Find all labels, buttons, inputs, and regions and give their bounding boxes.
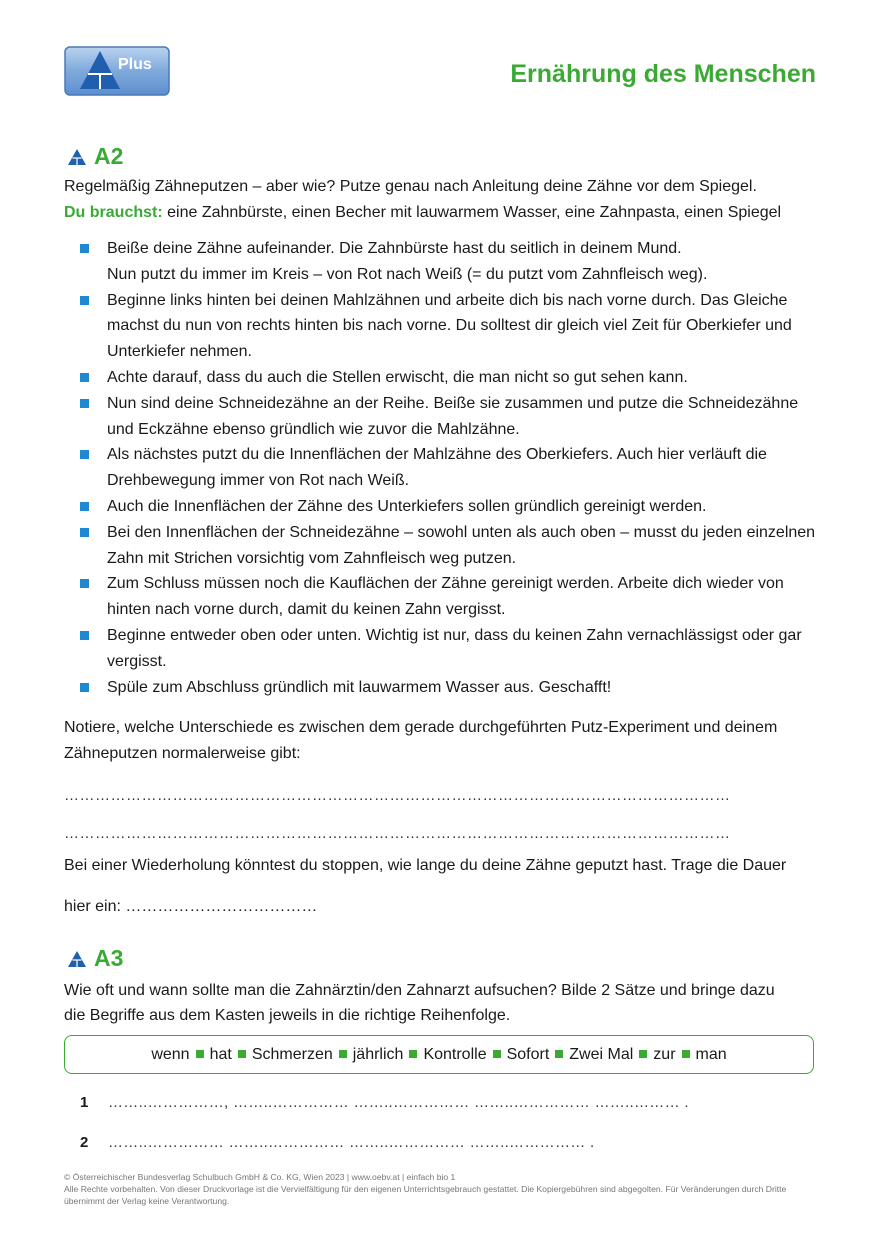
square-separator-icon [682,1050,690,1058]
list-item: Als nächstes putzt du die Innenflächen der Mahlzähne des Oberkiefers. Auch hier verläuft die Drehbewegung immer von Rot nach Weiß. [78,442,818,494]
a2-materials [64,200,781,226]
word-item: Zwei Mal [569,1045,634,1063]
word-item: zur [653,1045,676,1063]
footer-copyright: © Österreichischer Bundesverlag Schulbuch GmbH & Co. KG, Wien 2023 | www.oebv.at | einfach bio 1 [64,1172,456,1182]
square-separator-icon [409,1050,417,1058]
list-item: Bei den Innenflächen der Schneidezähne – sowohl unten als auch oben – musst du jeden einzelnen Zahn mit Strichen vorsichtig vom Zahnfleisch weg putzen. [78,520,818,572]
square-separator-icon [493,1050,501,1058]
list-item: Nun sind deine Schneidezähne an der Reihe. Beiße sie zusammen und putze die Schneidezähne und Eckzähne ebenso gründlich wie zuvor die Mahlzähne. [78,391,818,443]
answer-row-2[interactable] [80,1134,594,1151]
square-separator-icon [639,1050,647,1058]
word-item: jährlich [352,1045,404,1063]
list-item: Beiße deine Zähne aufeinander. Die Zahnbürste hast du seitlich in deinem Mund. Nun putzt du immer im Kreis – von Rot nach Weiß (= du putzt vom Zahnfleisch weg). [78,236,818,288]
duration-field[interactable]: hier ein: ……………………………… [64,898,318,915]
triangle-icon [68,951,86,967]
list-item: Beginne links hinten bei deinen Mahlzähnen und arbeite dich bis nach vorne durch. Das Gleiche machst du nun von rechts hinten bis nach vorne. Du solltest dir gleich viel Zeit für Oberkiefer und Unterkiefer nehmen. [78,288,818,365]
answer-dotted-line-1[interactable]: ………………………………………………………………………………………………………………… [64,787,731,804]
triangle-icon [68,149,86,165]
answer-number: 1 [80,1094,89,1111]
note-question-line2: Zähneputzen normalerweise gibt: [64,745,301,762]
list-item: Spüle zum Abschluss gründlich mit lauwarmem Wasser aus. Geschafft! [78,675,818,701]
answer-dotted-line-2[interactable]: ………………………………………………………………………………………………………………… [64,825,731,842]
answer-line[interactable]: ……..……………, ……..…………… ……..…………… ……..…………… ……..……… . [108,1094,689,1111]
section-a2-heading [68,143,123,170]
plus-logo [64,46,170,96]
word-item: wenn [151,1045,190,1063]
footer-rights: Alle Rechte vorbehalten. Von dieser Druckvorlage ist die Vervielfältigung für den eigenen Unterrichtsgebrauch gestattet. Die Kopiergebühren sind abgegolten. Für Veränderungen durch Dritte übernimmt der Verlag keine Verantwortung. [64,1184,787,1206]
square-separator-icon [555,1050,563,1058]
steps-list [78,236,818,700]
note-question-line1: Notiere, welche Unterschiede es zwischen dem gerade durchgeführten Putz-Experiment und deinem [64,719,778,736]
word-item: Kontrolle [423,1045,487,1063]
materials-text: eine Zahnbürste, einen Becher mit lauwarmem Wasser, eine Zahnpasta, einen Spiegel [162,204,782,221]
section-a2-label: A2 [94,143,124,169]
repeat-instruction: Bei einer Wiederholung könntest du stoppen, wie lange du deine Zähne geputzt hast. Trage die Dauer [64,857,787,874]
page-title: Ernährung des Menschen [510,60,816,88]
square-separator-icon [196,1050,204,1058]
answer-number: 2 [80,1134,89,1151]
word-box [64,1035,814,1074]
section-a3-label: A3 [94,945,124,971]
materials-label: Du brauchst: [64,204,163,221]
list-item: Auch die Innenflächen der Zähne des Unterkiefers sollen gründlich gereinigt werden. [78,494,818,520]
word-item: Schmerzen [251,1045,333,1063]
a2-intro: Regelmäßig Zähneputzen – aber wie? Putze genau nach Anleitung deine Zähne vor dem Spiegel. [64,178,757,195]
logo-label: Plus [118,56,152,73]
word-item: Sofort [506,1045,550,1063]
word-item: man [695,1045,727,1063]
list-item: Zum Schluss müssen noch die Kauflächen der Zähne gereinigt werden. Arbeite dich wieder von hinten nach vorne durch, damit du keinen Zahn vergisst. [78,571,818,623]
a3-question-line1: Wie oft und wann sollte man die Zahnärztin/den Zahnarzt aufsuchen? Bilde 2 Sätze und bringe dazu [64,982,775,999]
word-item: hat [209,1045,232,1063]
section-a3-heading [68,945,123,972]
answer-line[interactable]: ……..…………… ……..…………… ……..…………… ……..…………… . [108,1134,595,1151]
list-item: Beginne entweder oben oder unten. Wichtig ist nur, dass du keinen Zahn vernachlässigst oder gar vergisst. [78,623,818,675]
a3-question-line2: die Begriffe aus dem Kasten jeweils in die richtige Reihenfolge. [64,1007,511,1024]
answer-row-1[interactable] [80,1094,689,1111]
square-separator-icon [339,1050,347,1058]
footer [64,1171,824,1207]
square-separator-icon [238,1050,246,1058]
list-item: Achte darauf, dass du auch die Stellen erwischt, die man nicht so gut sehen kann. [78,365,818,391]
